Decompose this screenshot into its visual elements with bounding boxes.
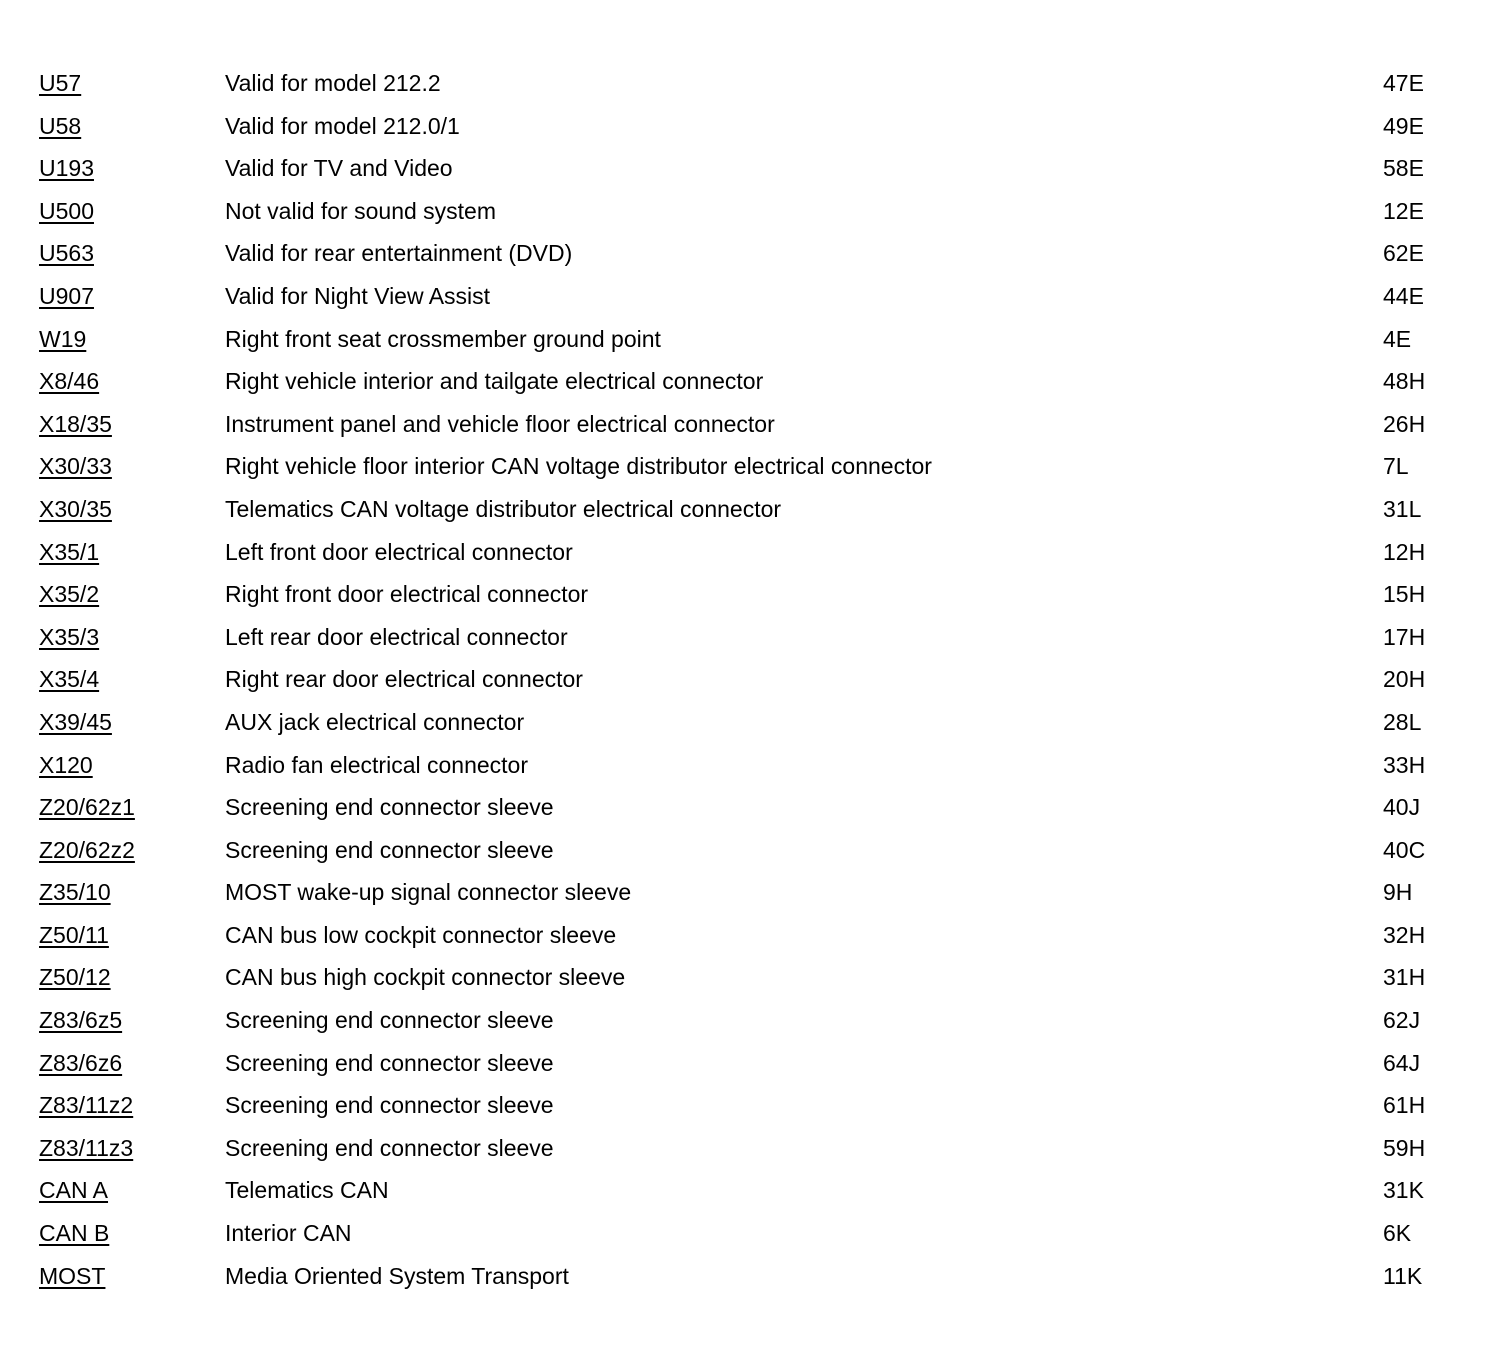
component-description: Screening end connector sleeve [225, 1049, 554, 1076]
legend-row [39, 573, 1439, 616]
component-code-link[interactable]: Z35/10 [39, 879, 111, 906]
legend-row [39, 190, 1439, 233]
legend-row [39, 1127, 1439, 1170]
grid-location: 58E [1383, 155, 1424, 182]
component-code-link[interactable]: Z83/11z2 [39, 1092, 134, 1119]
grid-location: 31H [1383, 964, 1426, 991]
legend-row [39, 403, 1439, 446]
component-code-link[interactable]: Z83/6z5 [39, 1007, 123, 1034]
grid-location: 64J [1383, 1049, 1421, 1076]
component-code-link[interactable]: X30/33 [39, 453, 112, 480]
component-code-link[interactable]: X35/2 [39, 581, 100, 608]
legend-row [39, 531, 1439, 574]
component-description: Valid for Night View Assist [225, 282, 491, 309]
component-description: CAN bus high cockpit connector sleeve [225, 964, 626, 991]
grid-location: 9H [1383, 879, 1413, 906]
component-description: Screening end connector sleeve [225, 1092, 554, 1119]
component-code-link[interactable]: X8/46 [39, 368, 100, 395]
component-description: Screening end connector sleeve [225, 794, 554, 821]
legend-row [39, 871, 1439, 914]
component-code-link[interactable]: X35/3 [39, 623, 100, 650]
grid-location: 47E [1383, 70, 1424, 96]
component-code-link[interactable]: CAN A [39, 1177, 109, 1204]
legend-row [39, 914, 1439, 957]
grid-location: 12E [1383, 197, 1424, 224]
legend-row [39, 744, 1439, 787]
grid-location: 6K [1383, 1220, 1412, 1247]
legend-row [39, 1084, 1439, 1127]
grid-location: 31L [1383, 495, 1422, 522]
legend-row [39, 786, 1439, 829]
component-code-link[interactable]: Z50/11 [39, 921, 109, 948]
component-code-link[interactable]: CAN B [39, 1220, 110, 1247]
grid-location: 4E [1383, 325, 1412, 352]
component-legend-table [39, 62, 1439, 1297]
grid-location: 62E [1383, 240, 1424, 267]
grid-location: 7L [1383, 453, 1409, 480]
component-code-link[interactable]: Z20/62z1 [39, 794, 135, 821]
component-description: Valid for TV and Video [225, 155, 453, 182]
component-description: MOST wake-up signal connector sleeve [225, 879, 632, 906]
component-description: CAN bus low cockpit connector sleeve [225, 921, 617, 948]
component-description: Radio fan electrical connector [225, 751, 528, 778]
legend-row [39, 1042, 1439, 1085]
component-code-link[interactable]: U193 [39, 155, 94, 182]
component-description: Interior CAN [225, 1220, 352, 1247]
legend-row [39, 105, 1439, 148]
component-description: Valid for model 212.0/1 [225, 112, 460, 139]
component-code-link[interactable]: Z50/12 [39, 964, 111, 991]
component-description: Right vehicle interior and tailgate electrical connector [225, 368, 764, 395]
grid-location: 15H [1383, 581, 1426, 608]
grid-location: 28L [1383, 708, 1422, 735]
grid-location: 12H [1383, 538, 1426, 565]
component-code-link[interactable]: X120 [39, 751, 93, 778]
legend-row [39, 956, 1439, 999]
component-description: Left front door electrical connector [225, 538, 573, 565]
component-code-link[interactable]: X30/35 [39, 495, 112, 522]
component-description: Media Oriented System Transport [225, 1262, 569, 1289]
grid-location: 26H [1383, 410, 1426, 437]
grid-location: 40C [1383, 836, 1426, 863]
legend-row [39, 1169, 1439, 1212]
component-description: Valid for model 212.2 [225, 70, 441, 96]
component-description: Telematics CAN voltage distributor electrical connector [225, 495, 782, 522]
component-description: Screening end connector sleeve [225, 1007, 554, 1034]
legend-row [39, 829, 1439, 872]
component-description: Telematics CAN [225, 1177, 389, 1204]
component-code-link[interactable]: U500 [39, 197, 94, 224]
component-description: Right vehicle floor interior CAN voltage distributor electrical connector [225, 453, 932, 480]
grid-location: 49E [1383, 112, 1424, 139]
component-description: AUX jack electrical connector [225, 708, 525, 735]
component-code-link[interactable]: U907 [39, 282, 94, 309]
component-code-link[interactable]: MOST [39, 1262, 106, 1289]
grid-location: 33H [1383, 751, 1426, 778]
component-code-link[interactable]: U58 [39, 112, 82, 139]
legend-row [39, 232, 1439, 275]
component-code-link[interactable]: W19 [39, 325, 87, 352]
component-description: Not valid for sound system [225, 197, 497, 224]
component-description: Screening end connector sleeve [225, 836, 554, 863]
legend-row [39, 62, 1439, 105]
component-code-link[interactable]: Z83/11z3 [39, 1134, 134, 1161]
component-code-link[interactable]: U57 [39, 70, 82, 96]
component-code-link[interactable]: X35/1 [39, 538, 100, 565]
grid-location: 31K [1383, 1177, 1424, 1204]
component-description: Right front seat crossmember ground point [225, 325, 661, 352]
component-code-link[interactable]: X18/35 [39, 410, 112, 437]
component-code-link[interactable]: X39/45 [39, 708, 112, 735]
component-description: Instrument panel and vehicle floor electrical connector [225, 410, 775, 437]
grid-location: 44E [1383, 282, 1424, 309]
component-code-link[interactable]: Z83/6z6 [39, 1049, 123, 1076]
grid-location: 17H [1383, 623, 1426, 650]
component-code-link[interactable]: X35/4 [39, 666, 100, 693]
component-description: Right front door electrical connector [225, 581, 589, 608]
grid-location: 59H [1383, 1134, 1426, 1161]
legend-row [39, 999, 1439, 1042]
legend-row [39, 360, 1439, 403]
legend-row [39, 275, 1439, 318]
grid-location: 40J [1383, 794, 1421, 821]
legend-row [39, 488, 1439, 531]
grid-location: 11K [1383, 1262, 1423, 1289]
grid-location: 32H [1383, 921, 1426, 948]
grid-location: 62J [1383, 1007, 1421, 1034]
component-code-link[interactable]: U563 [39, 240, 94, 267]
component-description: Left rear door electrical connector [225, 623, 568, 650]
legend-row [39, 701, 1439, 744]
grid-location: 61H [1383, 1092, 1426, 1119]
component-description: Screening end connector sleeve [225, 1134, 554, 1161]
component-description: Right rear door electrical connector [225, 666, 583, 693]
legend-row [39, 147, 1439, 190]
component-description: Valid for rear entertainment (DVD) [225, 240, 573, 267]
legend-row [39, 1212, 1439, 1255]
legend-row [39, 658, 1439, 701]
component-code-link[interactable]: Z20/62z2 [39, 836, 135, 863]
legend-row [39, 1255, 1439, 1298]
legend-row [39, 318, 1439, 361]
legend-row [39, 445, 1439, 488]
grid-location: 20H [1383, 666, 1426, 693]
legend-row [39, 616, 1439, 659]
grid-location: 48H [1383, 368, 1426, 395]
